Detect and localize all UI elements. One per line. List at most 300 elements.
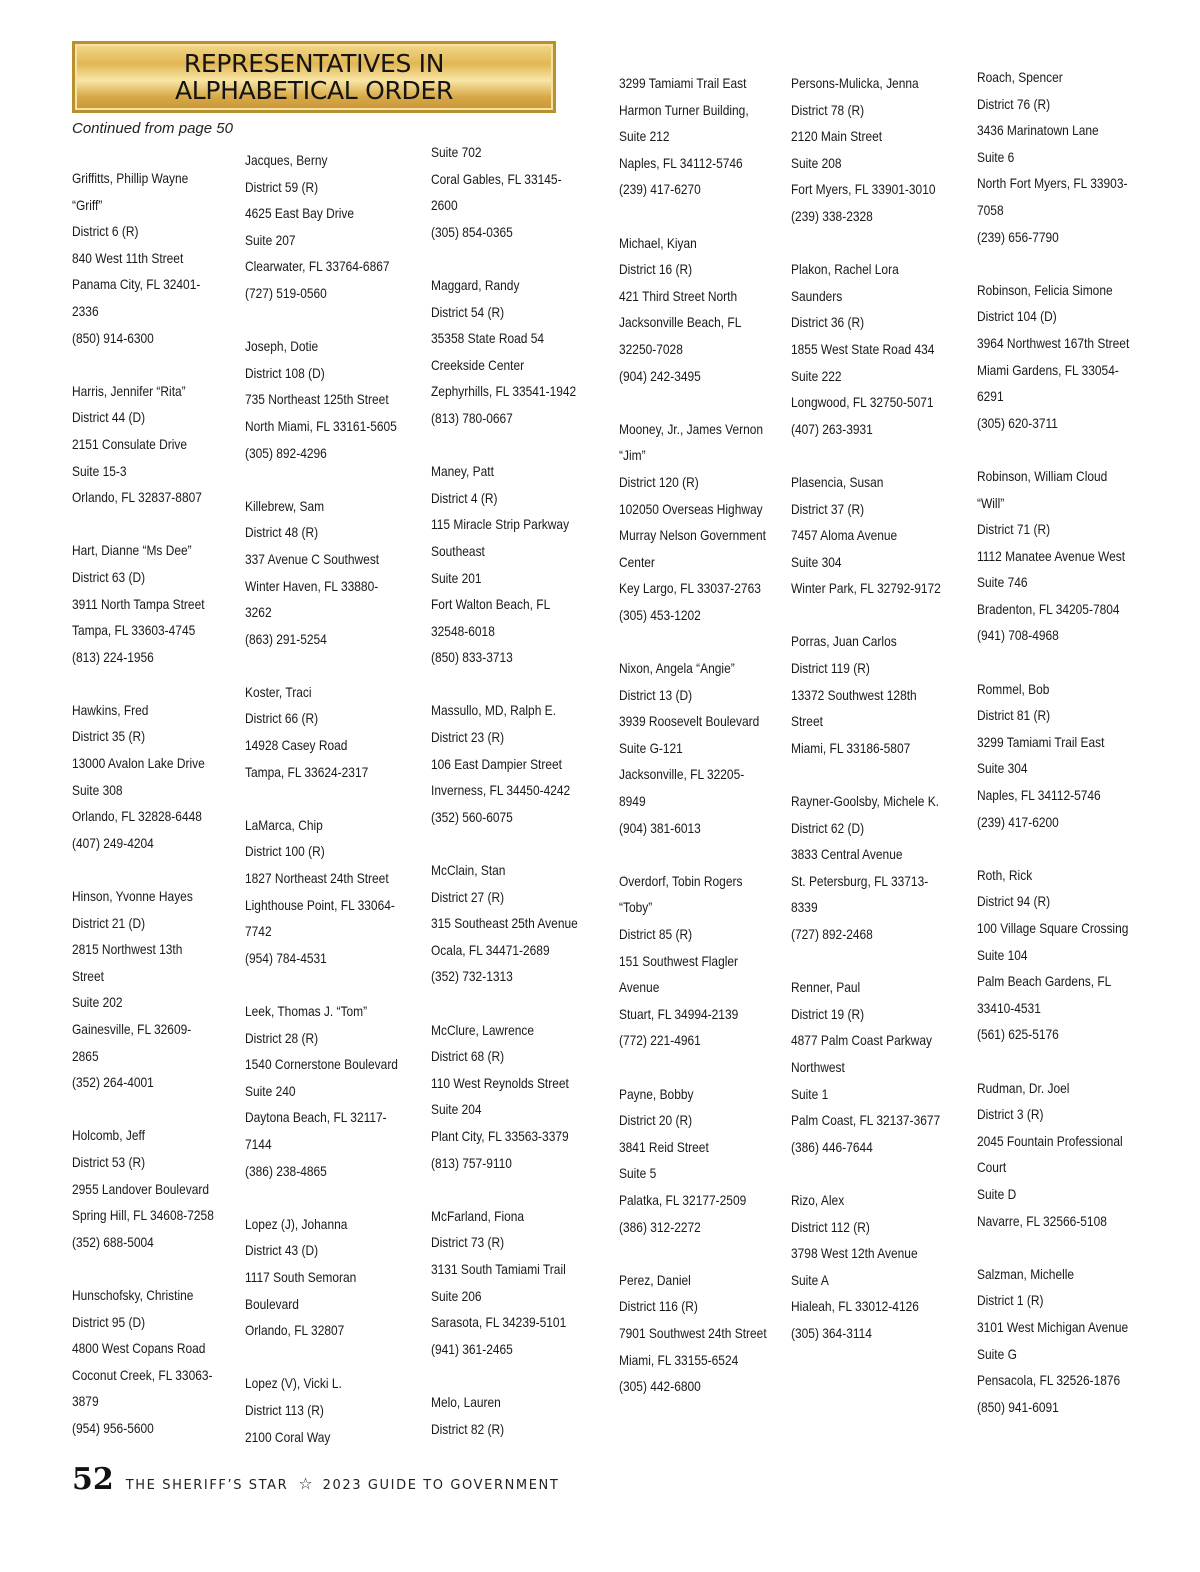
entry-spacer	[245, 786, 398, 813]
representative-entry	[72, 538, 214, 671]
entry-line-first: McClain, Stan	[431, 863, 506, 879]
representative-entry	[619, 1268, 767, 1401]
entry-line: (561) 625-5176	[977, 1027, 1059, 1043]
entry-line: Gainesville, FL 32609-	[72, 1022, 192, 1037]
entry-line: 2151 Consulate Drive	[72, 436, 188, 452]
representative-entry	[72, 379, 214, 512]
representative-entry	[245, 680, 398, 786]
entry-line: Center	[619, 554, 655, 570]
representative-entry	[431, 698, 578, 831]
entry-line: (305) 854-0365	[431, 224, 513, 240]
entry-line: 7058	[977, 202, 1004, 218]
representative-entry	[72, 698, 214, 858]
entry-spacer	[791, 762, 941, 789]
entry-line: Orlando, FL 32837-8807	[72, 490, 202, 506]
entry-line: 3964 Northwest 167th Street	[977, 335, 1130, 351]
entry-line: District 66 (R)	[245, 711, 319, 727]
section-title-banner	[72, 41, 556, 113]
entry-line: Naples, FL 34112-5746	[977, 788, 1101, 804]
entry-line: (954) 956-5600	[72, 1420, 154, 1436]
entry-spacer	[619, 842, 767, 869]
entry-line: 4800 West Copans Road	[72, 1341, 206, 1357]
entry-line-first: Maney, Patt	[431, 464, 494, 480]
entry-line-first: Overdorf, Tobin Rogers	[619, 873, 743, 889]
representative-entry	[245, 1212, 398, 1345]
entry-spacer	[431, 1363, 578, 1390]
entry-spacer	[431, 433, 578, 460]
entry-line: Suite 204	[431, 1102, 482, 1118]
entry-line: (305) 892-4296	[245, 445, 327, 461]
entry-line: Suite 104	[977, 947, 1028, 963]
entry-line: Suite G	[977, 1346, 1017, 1362]
entry-line-first: Plakon, Rachel Lora	[791, 262, 899, 278]
entry-line: Court	[977, 1160, 1007, 1176]
entry-line-first: Hinson, Yvonne Hayes	[72, 889, 193, 905]
entry-spacer	[431, 831, 578, 858]
entry-line: 421 Third Street North	[619, 288, 738, 304]
directory-column-5	[791, 71, 941, 1348]
representative-entry	[431, 1018, 578, 1178]
entry-line-first: Rudman, Dr. Joel	[977, 1080, 1070, 1096]
entry-line: 14928 Casey Road	[245, 738, 348, 754]
entry-line: Suite 201	[431, 570, 482, 586]
entry-line: 32548-6018	[431, 623, 495, 639]
entry-line: Stuart, FL 34994-2139	[619, 1006, 739, 1022]
entry-line-first: Hunschofsky, Christine	[72, 1287, 194, 1303]
entry-spacer	[245, 972, 398, 999]
entry-spacer	[72, 1256, 214, 1283]
entry-line: 2815 Northwest 13th	[72, 942, 183, 958]
entry-line: Bradenton, FL 34205-7804	[977, 601, 1120, 617]
representative-entry	[791, 257, 941, 443]
entry-line: Northwest	[791, 1059, 845, 1075]
representative-entry	[977, 65, 1129, 251]
entry-line: District 116 (R)	[619, 1299, 698, 1315]
entry-line: District 37 (R)	[791, 501, 865, 517]
entry-line: Saunders	[791, 288, 843, 304]
entry-line: District 94 (R)	[977, 894, 1051, 910]
star-icon: ☆	[298, 1474, 313, 1493]
entry-line: (305) 442-6800	[619, 1379, 701, 1395]
entry-line: District 68 (R)	[431, 1049, 505, 1065]
entry-line-first: Roach, Spencer	[977, 70, 1063, 85]
entry-line: North Miami, FL 33161-5605	[245, 418, 397, 434]
representative-entry	[431, 1204, 578, 1364]
representative-entry	[619, 71, 767, 204]
representative-entry	[791, 71, 941, 231]
entry-line: Miami Gardens, FL 33054-	[977, 362, 1119, 378]
entry-line-first: Payne, Bobby	[619, 1086, 694, 1102]
entry-line: (305) 364-3114	[791, 1325, 872, 1341]
entry-line: Street	[72, 968, 104, 984]
entry-line: Suite 304	[977, 761, 1028, 777]
directory-column-3	[431, 140, 578, 1443]
representative-entry	[245, 1371, 398, 1451]
entry-spacer	[791, 443, 941, 470]
representative-entry	[791, 789, 941, 949]
entry-line: (239) 417-6270	[619, 182, 701, 198]
entry-line: Suite 222	[791, 368, 842, 384]
directory-column-1	[72, 166, 214, 1443]
entry-line: District 35 (R)	[72, 729, 146, 745]
entry-spacer	[72, 512, 214, 539]
entry-line-first: Roth, Rick	[977, 867, 1033, 883]
entry-line: 2045 Fountain Professional	[977, 1133, 1123, 1149]
entry-line-first: Joseph, Dotie	[245, 339, 319, 355]
entry-line: 337 Avenue C Southwest	[245, 551, 380, 567]
entry-line: 3798 West 12th Avenue	[791, 1246, 918, 1262]
entry-spacer	[977, 836, 1129, 863]
representative-entry	[72, 1283, 214, 1443]
entry-line-first: Maggard, Randy	[431, 277, 520, 293]
entry-line: Pensacola, FL 32526-1876	[977, 1373, 1121, 1389]
entry-line: Palm Coast, FL 32137-3677	[791, 1113, 941, 1129]
entry-line: Suite A	[791, 1272, 829, 1288]
entry-line: District 59 (R)	[245, 179, 319, 195]
entry-line: 3436 Marinatown Lane	[977, 123, 1099, 139]
entry-line: North Fort Myers, FL 33903-	[977, 176, 1128, 192]
entry-line: (941) 361-2465	[431, 1341, 513, 1357]
entry-line: District 119 (R)	[791, 661, 870, 677]
entry-line: Tampa, FL 33603-4745	[72, 623, 196, 639]
page-number: 52	[72, 1462, 114, 1497]
entry-line: (863) 291-5254	[245, 631, 327, 647]
entry-line-first: Perez, Daniel	[619, 1272, 691, 1288]
entry-line: Panama City, FL 32401-	[72, 277, 201, 293]
entry-line: District 23 (R)	[431, 730, 505, 746]
entry-spacer	[619, 390, 767, 417]
entry-spacer	[977, 437, 1129, 464]
entry-line: District 71 (R)	[977, 522, 1051, 538]
entry-line: Daytona Beach, FL 32117-	[245, 1110, 387, 1126]
representative-entry	[245, 148, 398, 308]
entry-line: District 19 (R)	[791, 1006, 865, 1022]
entry-line: (941) 708-4968	[977, 628, 1059, 644]
entry-line: Orlando, FL 32807	[245, 1323, 345, 1339]
directory-column-4	[619, 71, 767, 1401]
entry-line: District 4 (R)	[431, 490, 498, 506]
entry-line: (386) 238-4865	[245, 1163, 327, 1179]
entry-line-first: Lopez (V), Vicki L.	[245, 1376, 342, 1392]
entry-line: Ocala, FL 34471-2689	[431, 942, 550, 958]
entry-line: (813) 224-1956	[72, 649, 154, 665]
entry-line-first: Plasencia, Susan	[791, 474, 884, 490]
entry-line: (239) 656-7790	[977, 229, 1059, 245]
entry-line: District 82 (R)	[431, 1421, 505, 1437]
entry-spacer	[977, 1049, 1129, 1076]
entry-line: 1117 South Semoran	[245, 1269, 357, 1285]
entry-line: (772) 221-4961	[619, 1033, 701, 1049]
continued-note: Continued from page 50	[72, 120, 233, 137]
entry-line: District 62 (D)	[791, 820, 865, 836]
entry-line: 3299 Tamiami Trail East	[977, 734, 1105, 750]
entry-line: 3833 Central Avenue	[791, 847, 903, 863]
entry-line: 2955 Landover Boulevard	[72, 1181, 210, 1197]
entry-line-first: Killebrew, Sam	[245, 498, 325, 514]
entry-line: Longwood, FL 32750-5071	[791, 395, 934, 411]
entry-line: Suite 1	[791, 1086, 829, 1102]
representative-entry	[72, 1123, 214, 1256]
entry-line: Suite 207	[245, 232, 296, 248]
entry-spacer	[72, 1097, 214, 1124]
entry-line: 110 West Reynolds Street	[431, 1075, 569, 1091]
entry-spacer	[245, 308, 398, 335]
entry-spacer	[72, 671, 214, 698]
entry-line: Sarasota, FL 34239-5101	[431, 1315, 567, 1331]
entry-line: (386) 312-2272	[619, 1219, 701, 1235]
entry-line: 7144	[245, 1136, 272, 1152]
entry-line: District 108 (D)	[245, 365, 325, 381]
entry-line: 8949	[619, 794, 646, 810]
entry-line-first: Rommel, Bob	[977, 681, 1050, 697]
entry-line-first: Salzman, Michelle	[977, 1266, 1075, 1282]
entry-line-first: Rizo, Alex	[791, 1192, 845, 1208]
entry-line: District 20 (R)	[619, 1113, 693, 1129]
entry-line-first: 3299 Tamiami Trail East	[619, 76, 747, 91]
entry-spacer	[72, 352, 214, 379]
entry-line: 735 Northeast 125th Street	[245, 392, 389, 408]
entry-spacer	[245, 1345, 398, 1372]
entry-line: District 28 (R)	[245, 1030, 319, 1046]
entry-spacer	[245, 1185, 398, 1212]
entry-line-first: Robinson, William Cloud	[977, 468, 1108, 484]
entry-spacer	[977, 1235, 1129, 1262]
publication-name: THE SHERIFF’S STAR	[125, 1478, 289, 1493]
entry-line: Suite 15-3	[72, 463, 127, 479]
entry-line: 3131 South Tamiami Trail	[431, 1261, 566, 1277]
entry-line: (239) 417-6200	[977, 814, 1059, 830]
entry-line: District 6 (R)	[72, 224, 139, 240]
entry-line: Suite 208	[791, 155, 842, 171]
entry-line: 151 Southwest Flagler	[619, 953, 739, 969]
entry-line: Murray Nelson Government	[619, 528, 766, 544]
representative-entry	[977, 1076, 1129, 1236]
section-title-line-1: REPRESENTATIVES IN	[183, 49, 445, 78]
entry-line: 7901 Southwest 24th Street	[619, 1325, 767, 1341]
entry-line: District 85 (R)	[619, 927, 693, 942]
representative-entry	[619, 656, 767, 842]
entry-line: (954) 784-4531	[245, 950, 327, 966]
entry-line: District 100 (R)	[245, 844, 325, 860]
entry-line: Spring Hill, FL 34608-7258	[72, 1208, 214, 1224]
entry-line: (239) 338-2328	[791, 208, 873, 224]
entry-spacer	[431, 672, 578, 699]
guide-title: 2023 GUIDE TO GOVERNMENT	[322, 1478, 560, 1493]
entry-line: Suite 746	[977, 575, 1028, 591]
representative-entry	[431, 858, 578, 991]
entry-line: Miami, FL 33186-5807	[791, 740, 911, 756]
entry-spacer	[791, 1161, 941, 1188]
entry-line: Clearwater, FL 33764-6867	[245, 259, 390, 275]
entry-line-first: Melo, Lauren	[431, 1394, 501, 1410]
entry-line-first: Hawkins, Fred	[72, 702, 149, 718]
entry-line: (305) 453-1202	[619, 607, 701, 623]
entry-line-first: Koster, Traci	[245, 684, 312, 700]
representative-entry	[977, 1262, 1129, 1422]
entry-line: “Will”	[977, 495, 1005, 511]
entry-line: “Toby”	[619, 900, 653, 916]
entry-line-first: Suite 702	[431, 145, 482, 160]
entry-line: District 113 (R)	[245, 1402, 324, 1418]
entry-spacer	[619, 629, 767, 656]
entry-spacer	[619, 1055, 767, 1082]
entry-spacer	[72, 857, 214, 884]
entry-line-first: Nixon, Angela “Angie”	[619, 661, 735, 677]
entry-line: District 53 (R)	[72, 1154, 146, 1170]
representative-entry	[977, 464, 1129, 650]
entry-line: 1855 West State Road 434	[791, 341, 935, 357]
entry-spacer	[431, 246, 578, 273]
entry-line: (352) 688-5004	[72, 1234, 154, 1250]
entry-line: 840 West 11th Street	[72, 250, 184, 266]
entry-line: 35358 State Road 54	[431, 331, 545, 347]
entry-line: 1112 Manatee Avenue West	[977, 548, 1126, 564]
representative-entry	[431, 273, 578, 433]
entry-line: 106 East Dampier Street	[431, 756, 562, 772]
entry-line: “Jim”	[619, 448, 646, 464]
entry-line: 3911 North Tampa Street	[72, 596, 205, 612]
representative-entry	[245, 334, 398, 467]
entry-line: 7742	[245, 924, 272, 940]
entry-line: 2100 Coral Way	[245, 1429, 331, 1445]
representative-entry	[72, 884, 214, 1097]
entry-line: Palatka, FL 32177-2509	[619, 1192, 747, 1208]
representative-entry	[245, 999, 398, 1185]
entry-spacer	[619, 1241, 767, 1268]
entry-line: Suite 6	[977, 149, 1015, 165]
section-title-line-2: ALPHABETICAL ORDER	[174, 76, 454, 105]
entry-line: 102050 Overseas Highway	[619, 501, 763, 517]
entry-line: 4877 Palm Coast Parkway	[791, 1033, 932, 1049]
entry-line-first: Renner, Paul	[791, 980, 861, 996]
entry-line: Street	[791, 714, 823, 730]
entry-line-first: Robinson, Felicia Simone	[977, 282, 1113, 298]
entry-line: 32250-7028	[619, 341, 683, 357]
entry-line: Orlando, FL 32828-6448	[72, 809, 202, 825]
entry-line: 13372 Southwest 128th	[791, 687, 917, 703]
entry-line: (352) 264-4001	[72, 1075, 154, 1091]
entry-line: 115 Miracle Strip Parkway	[431, 517, 570, 533]
entry-line: (904) 381-6013	[619, 820, 701, 836]
directory-column-6	[977, 65, 1129, 1421]
representative-entry	[619, 417, 767, 630]
entry-line: District 95 (D)	[72, 1314, 146, 1330]
entry-line: 13000 Avalon Lake Drive	[72, 756, 205, 772]
entry-line: Suite D	[977, 1186, 1017, 1202]
entry-line: District 63 (D)	[72, 569, 146, 585]
entry-line-first: McClure, Lawrence	[431, 1022, 535, 1038]
entry-line: 3101 West Michigan Avenue	[977, 1319, 1129, 1335]
entry-line: District 27 (R)	[431, 889, 505, 905]
entry-line-first: Jacques, Berny	[245, 153, 328, 168]
entry-line: (407) 263-3931	[791, 421, 873, 437]
entry-line: Hialeah, FL 33012-4126	[791, 1299, 919, 1315]
entry-line: District 1 (R)	[977, 1293, 1044, 1309]
entry-line: Navarre, FL 32566-5108	[977, 1213, 1107, 1229]
entry-line: Plant City, FL 33563-3379	[431, 1128, 569, 1144]
entry-line: (850) 914-6300	[72, 330, 154, 346]
entry-line: District 78 (R)	[791, 102, 865, 118]
entry-line: Jacksonville, FL 32205-	[619, 767, 745, 783]
entry-line: Coconut Creek, FL 33063-	[72, 1367, 213, 1383]
entry-line: Suite 304	[791, 554, 842, 570]
entry-line: Creekside Center	[431, 357, 525, 373]
entry-line: District 43 (D)	[245, 1243, 319, 1259]
entry-spacer	[431, 991, 578, 1018]
entry-line: 315 Southeast 25th Avenue	[431, 916, 578, 932]
entry-line: District 13 (D)	[619, 687, 693, 703]
entry-line-first: Rayner-Goolsby, Michele K.	[791, 794, 940, 810]
entry-line: (850) 833-3713	[431, 650, 513, 666]
entry-line: 2865	[72, 1048, 99, 1064]
representative-entry	[791, 629, 941, 762]
entry-line: 3841 Reid Street	[619, 1139, 709, 1155]
entry-line: Avenue	[619, 980, 660, 996]
entry-spacer	[791, 231, 941, 258]
entry-line-first: Lopez (J), Johanna	[245, 1216, 348, 1232]
entry-line: 8339	[791, 900, 818, 916]
entry-line: Palm Beach Gardens, FL	[977, 974, 1112, 990]
entry-line-first: Holcomb, Jeff	[72, 1128, 145, 1144]
representative-entry	[431, 459, 578, 672]
entry-line-first: Persons-Mulicka, Jenna	[791, 76, 919, 91]
entry-line: Suite 308	[72, 782, 123, 798]
directory-column-2	[245, 148, 398, 1451]
entry-line: Jacksonville Beach, FL	[619, 315, 742, 331]
representative-entry	[72, 166, 214, 352]
entry-line: District 48 (R)	[245, 525, 319, 541]
representative-entry	[791, 470, 941, 603]
entry-line: Zephyrhills, FL 33541-1942	[431, 384, 577, 400]
entry-line: Winter Park, FL 32792-9172	[791, 581, 941, 597]
entry-line-first: LaMarca, Chip	[245, 817, 323, 833]
entry-line: (813) 780-0667	[431, 410, 513, 426]
entry-line: District 104 (D)	[977, 309, 1057, 325]
entry-spacer	[431, 1177, 578, 1204]
entry-line: (352) 732-1313	[431, 969, 513, 985]
entry-line: 6291	[977, 389, 1004, 405]
entry-line: 2120 Main Street	[791, 129, 883, 145]
entry-line: (904) 242-3495	[619, 368, 701, 384]
entry-line: 3262	[245, 605, 272, 621]
representative-entry	[977, 677, 1129, 837]
entry-line: Harmon Turner Building,	[619, 102, 749, 118]
entry-line: Southeast	[431, 543, 485, 559]
representative-entry	[791, 1188, 941, 1348]
representative-entry	[245, 494, 398, 654]
entry-line: 33410-4531	[977, 1000, 1041, 1016]
representative-entry	[619, 231, 767, 391]
entry-line: Coral Gables, FL 33145-	[431, 171, 562, 187]
entry-line: District 120 (R)	[619, 474, 699, 490]
entry-line: Miami, FL 33155-6524	[619, 1352, 739, 1368]
entry-line: Suite 202	[72, 995, 123, 1011]
entry-line: (407) 249-4204	[72, 835, 154, 851]
entry-line: Fort Walton Beach, FL	[431, 597, 551, 613]
entry-line: (813) 757-9110	[431, 1155, 512, 1171]
entry-line: Key Largo, FL 33037-2763	[619, 581, 761, 597]
entry-line: District 76 (R)	[977, 96, 1051, 112]
entry-line: Suite G-121	[619, 740, 683, 756]
entry-line-first: Massullo, MD, Ralph E.	[431, 703, 556, 719]
entry-line-first: Mooney, Jr., James Vernon	[619, 421, 764, 437]
entry-line: District 36 (R)	[791, 315, 865, 331]
entry-line: (386) 446-7644	[791, 1139, 873, 1155]
representative-entry	[619, 869, 767, 1055]
entry-spacer	[791, 603, 941, 630]
representative-entry	[977, 863, 1129, 1049]
entry-spacer	[245, 467, 398, 494]
